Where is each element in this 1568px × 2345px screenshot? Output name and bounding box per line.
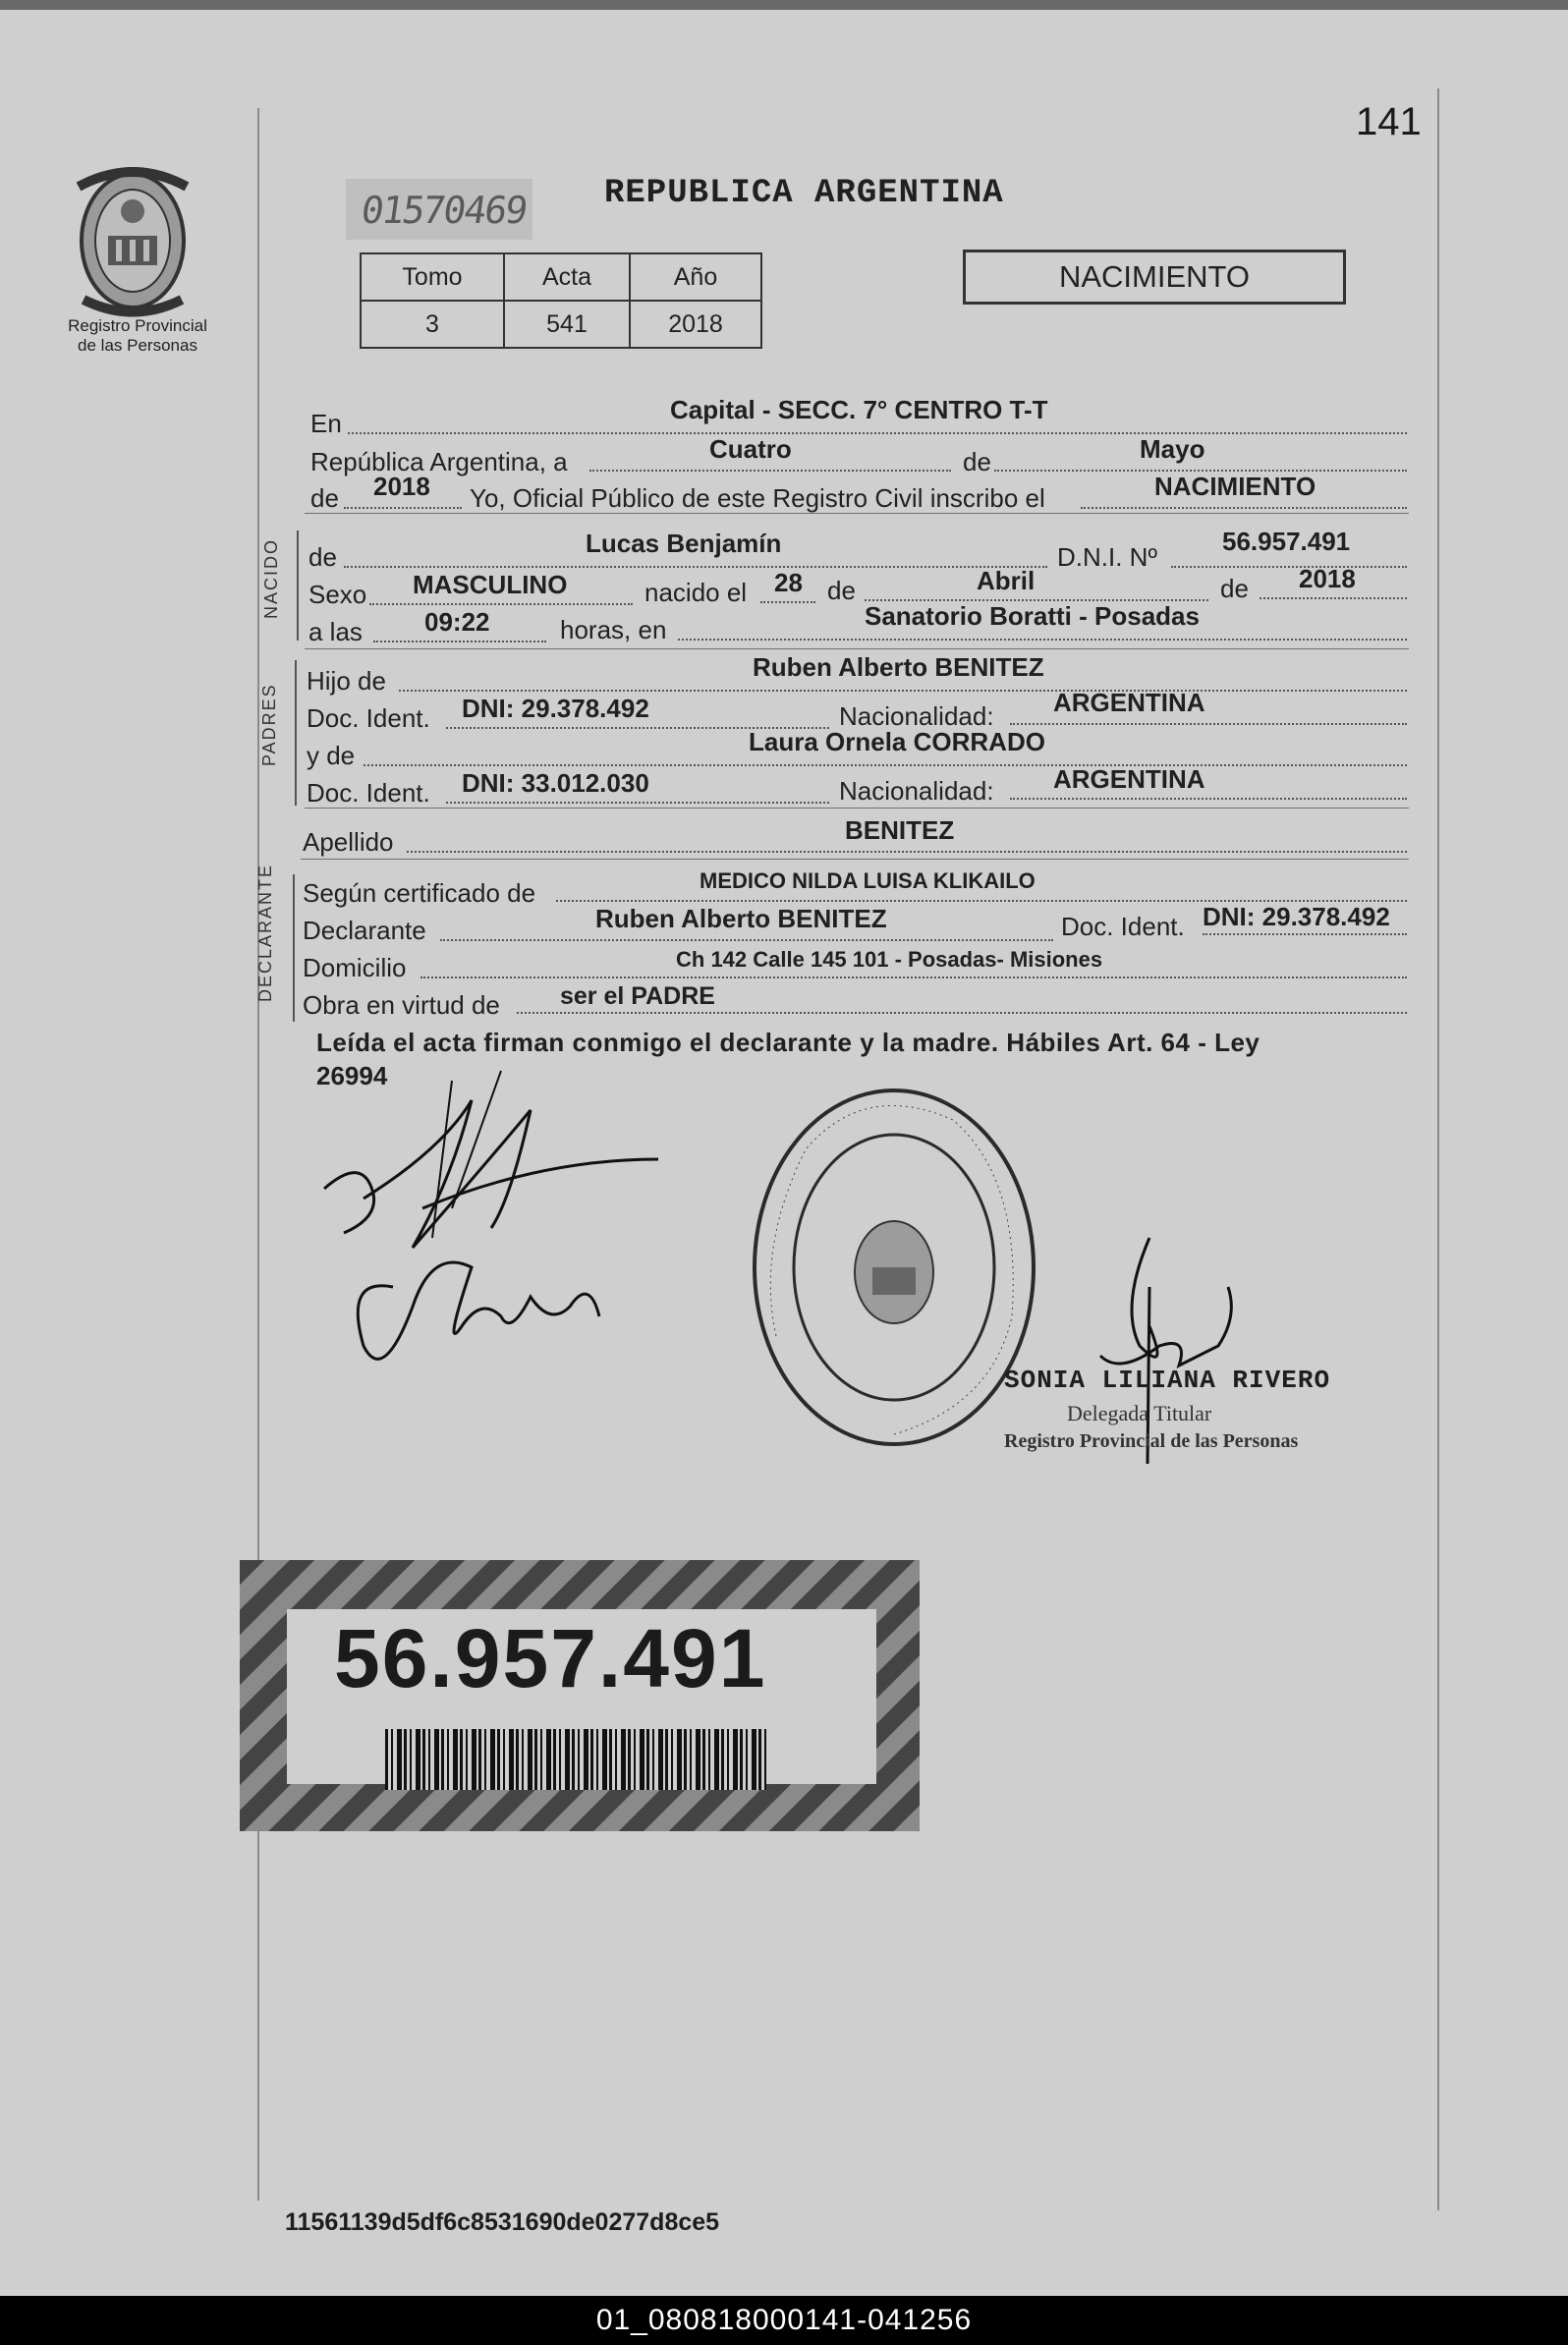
- domicilio-label: Domicilio: [303, 953, 407, 982]
- republica-label: República Argentina, a: [310, 447, 568, 476]
- padres-side-rule: [295, 660, 297, 806]
- child-name: Lucas Benjamín: [586, 529, 782, 558]
- record-type-box: NACIMIENTO: [963, 250, 1346, 305]
- month-value: Mayo: [1140, 434, 1205, 464]
- preamble-divider: [305, 513, 1409, 514]
- place-dotline: [678, 639, 1407, 641]
- y-de-label: y de: [307, 741, 356, 770]
- right-margin-rule: [1437, 88, 1439, 2210]
- birth-time: 09:22: [424, 607, 490, 637]
- domicilio-dotline: [420, 977, 1407, 978]
- father-nationality-label: Nacionalidad:: [839, 701, 994, 731]
- birth-place: Sanatorio Boratti - Posadas: [865, 601, 1200, 631]
- year-dotline: [344, 507, 462, 509]
- province-seal-logo: [69, 167, 196, 324]
- father-dotline: [399, 690, 1407, 692]
- inscribe-dotline: [1081, 507, 1407, 509]
- sexo-value: MASCULINO: [413, 570, 568, 599]
- inscribe-value: NACIMIENTO: [1154, 472, 1316, 501]
- record-table-value-row: [361, 301, 761, 348]
- official-name: SONIA LILIANA RIVERO: [1004, 1366, 1331, 1395]
- registry-caption-line2: de las Personas: [78, 336, 197, 355]
- mother-doc: DNI: 33.012.030: [462, 768, 649, 798]
- de-month-label: de: [963, 447, 991, 476]
- closing-text-line2: 26994: [316, 1061, 388, 1090]
- declarante-doc-label: Doc. Ident.: [1061, 912, 1185, 941]
- mother-nationality: ARGENTINA: [1053, 764, 1205, 794]
- closing-text-line1: Leída el acta firman conmigo el declarante y la madre. Hábiles Art. 64 - Ley: [316, 1028, 1260, 1057]
- page-number: 141: [1356, 100, 1422, 143]
- apellido-label: Apellido: [303, 827, 394, 857]
- registry-caption: [39, 316, 236, 356]
- domicilio-value: Ch 142 Calle 145 101 - Posadas- Misiones: [676, 947, 1103, 972]
- serial-stamp: 01570469: [358, 189, 530, 232]
- record-table-header-row: [361, 253, 761, 301]
- dni-sticker-number: 56.957.491: [334, 1612, 767, 1704]
- official-signature: [1081, 1228, 1258, 1464]
- anio-value: 2018: [630, 301, 761, 348]
- certificate-page: [0, 10, 1568, 2296]
- father-nationality-dotline: [1010, 723, 1407, 725]
- dni-barcode: [385, 1729, 766, 1790]
- declarante-value: Ruben Alberto BENITEZ: [595, 904, 887, 933]
- en-label: En: [310, 409, 342, 438]
- official-text: Yo, Oficial Público de este Registro Civil inscribo el: [470, 483, 1045, 513]
- official-title: Delegada Titular: [1067, 1401, 1212, 1425]
- name-dotline: [344, 566, 1047, 568]
- nacido-de-label: de: [308, 542, 337, 572]
- apellido-dotline: [407, 851, 1407, 853]
- birth-de2-label: de: [1220, 574, 1249, 603]
- sexo-label: Sexo: [308, 580, 367, 609]
- declarante-side-rule: [293, 874, 295, 1022]
- dni-dotline: [1171, 566, 1407, 568]
- en-dotline: [348, 432, 1407, 434]
- declarante-dotline: [440, 939, 1053, 941]
- declarante-doc: DNI: 29.378.492: [1203, 902, 1390, 931]
- document-hash: 11561139d5df6c8531690de0277d8ce5: [285, 2208, 720, 2236]
- declarante-label: Declarante: [303, 916, 426, 945]
- tomo-value: 3: [361, 301, 504, 348]
- acta-header: Acta: [504, 253, 630, 301]
- nacido-side-rule: [297, 530, 299, 641]
- obra-dotline: [517, 1012, 1407, 1014]
- obra-label: Obra en virtud de: [303, 990, 500, 1020]
- mother-nationality-label: Nacionalidad:: [839, 776, 994, 806]
- birth-de-label: de: [827, 576, 856, 605]
- declarante-doc-dotline: [1203, 933, 1407, 935]
- birth-day-dotline: [760, 601, 815, 603]
- acta-value: 541: [504, 301, 630, 348]
- mother-doc-dotline: [446, 802, 829, 804]
- left-margin-rule: [257, 108, 259, 2201]
- certificado-label: Según certificado de: [303, 878, 536, 908]
- mother-name: Laura Ornela CORRADO: [749, 727, 1045, 756]
- padres-divider: [305, 808, 1409, 809]
- mother-dotline: [364, 764, 1407, 766]
- birth-year: 2018: [1299, 564, 1356, 593]
- apellido-value: BENITEZ: [845, 815, 955, 845]
- father-name: Ruben Alberto BENITEZ: [753, 652, 1044, 682]
- sexo-dotline: [369, 603, 633, 605]
- tomo-header: Tomo: [361, 253, 504, 301]
- horas-en-label: horas, en: [560, 615, 667, 644]
- registry-caption-line1: Registro Provincial: [68, 316, 207, 335]
- child-dni: 56.957.491: [1222, 527, 1351, 556]
- day-dotline: [589, 470, 951, 472]
- father-doc-label: Doc. Ident.: [307, 703, 430, 733]
- dni-label: D.N.I. Nº: [1057, 542, 1157, 572]
- father-doc: DNI: 29.378.492: [462, 694, 649, 723]
- birth-month: Abril: [977, 566, 1036, 595]
- a-las-label: a las: [308, 617, 363, 646]
- registry-official-stamp: [747, 1081, 1041, 1454]
- apellido-divider: [301, 859, 1409, 860]
- hijo-de-label: Hijo de: [307, 666, 386, 696]
- record-table: [360, 252, 762, 349]
- scan-footer-code: 01_080818000141-041256: [0, 2296, 1568, 2345]
- nacido-divider: [305, 648, 1409, 649]
- nacido-el-label: nacido el: [644, 578, 748, 607]
- en-value: Capital - SECC. 7° CENTRO T-T: [670, 395, 1048, 424]
- anio-header: Año: [630, 253, 761, 301]
- time-dotline: [373, 641, 546, 642]
- declarant-signature: [305, 1061, 678, 1395]
- de-year-label: de: [310, 483, 339, 513]
- certificado-value: MEDICO NILDA LUISA KLIKAILO: [700, 868, 1036, 893]
- birth-day: 28: [774, 568, 803, 597]
- birth-year-dotline: [1260, 597, 1407, 599]
- day-value: Cuatro: [709, 434, 792, 464]
- padres-section-label: PADRES: [259, 683, 279, 766]
- nacido-section-label: NACIDO: [261, 537, 281, 619]
- mother-doc-label: Doc. Ident.: [307, 778, 430, 808]
- declarante-section-label: DECLARANTE: [255, 863, 275, 1002]
- father-nationality: ARGENTINA: [1053, 688, 1205, 717]
- mother-nationality-dotline: [1010, 798, 1407, 800]
- official-office: Registro Provincial de las Personas: [1004, 1430, 1299, 1452]
- obra-value: ser el PADRE: [560, 982, 715, 1010]
- year-value: 2018: [373, 472, 430, 501]
- country-heading: REPUBLICA ARGENTINA: [604, 175, 1004, 212]
